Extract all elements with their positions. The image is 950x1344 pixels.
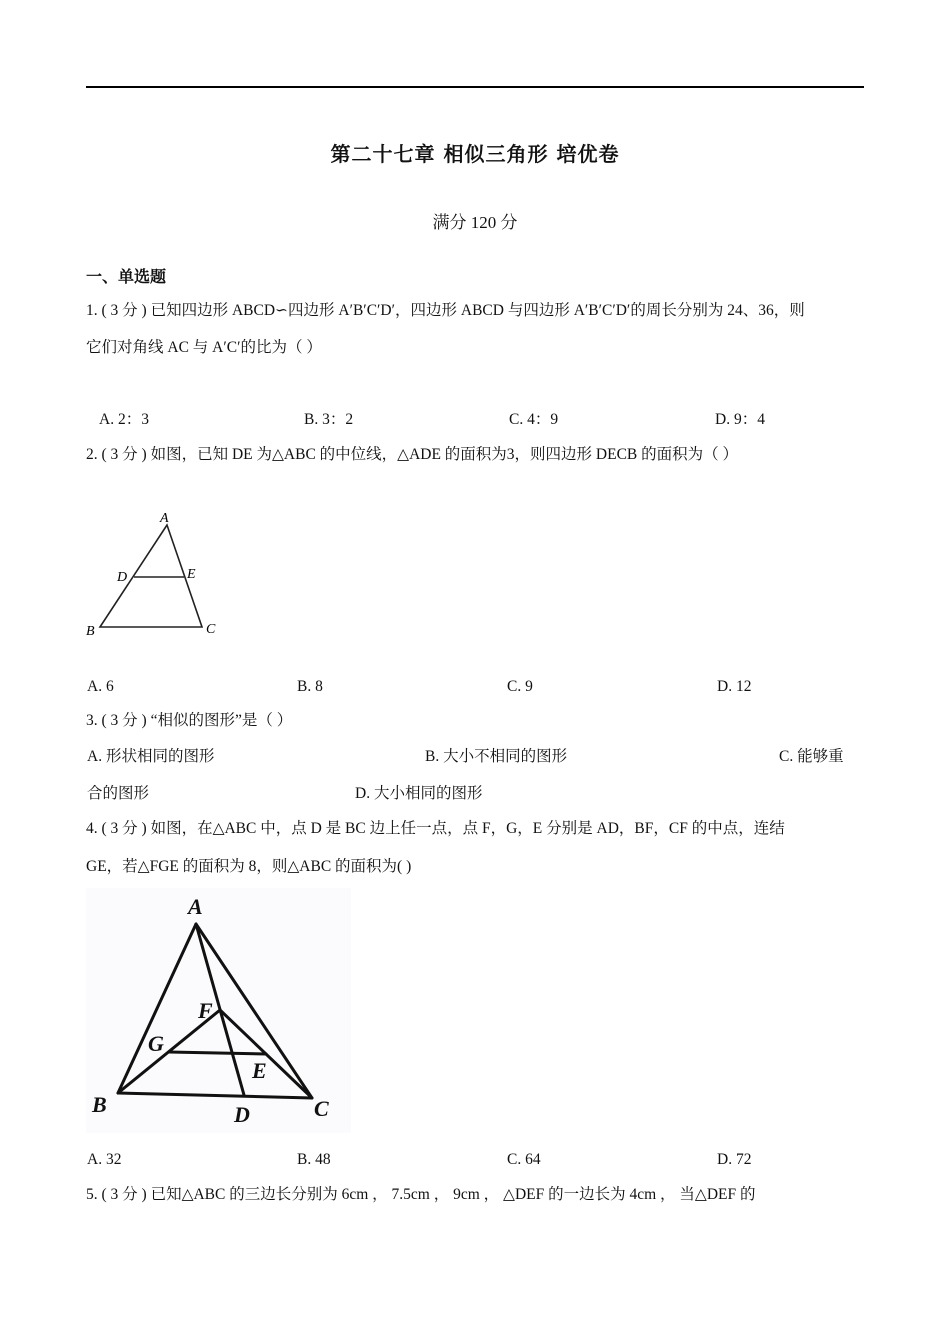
label-e: E [252, 1058, 267, 1083]
q4-option-b: B. 48 [297, 1151, 331, 1168]
q1-option-b: B. 3：2 [304, 411, 354, 428]
question-1-text-cont: 它们对角线 AC 与 A′C′的比为（ ） [86, 339, 322, 356]
label-g: G [148, 1031, 164, 1056]
q3-option-d: D. 大小相同的图形 [355, 785, 483, 802]
question-4-text: 4. ( 3 分 ) 如图，在△ABC 中，点 D 是 BC 边上任一点，点 F，G，E 分别是 AD，BF，CF 的中点，连结 [86, 820, 785, 837]
label-c: C [206, 622, 216, 637]
q4-option-c: C. 64 [507, 1151, 541, 1168]
q4-triangle-figure [86, 888, 351, 1133]
section-heading: 一、单选题 [86, 267, 167, 286]
q1-option-d: D. 9：4 [715, 411, 765, 428]
q3-option-b: B. 大小不相同的图形 [425, 748, 568, 765]
q2-option-b: B. 8 [297, 678, 323, 695]
label-d: D [117, 570, 128, 585]
total-score: 满分 120 分 [432, 213, 518, 232]
label-f: F [198, 998, 213, 1023]
question-1-text: 1. ( 3 分 ) 已知四边形 ABCD∽四边形 A′B′C′D′，四边形 ABCD 与四边形 A′B′C′D′的周长分别为 24、36，则 [86, 302, 805, 319]
label-d: D [234, 1102, 250, 1127]
question-5-text: 5. ( 3 分 ) 已知△ABC 的三边长分别为 6cm ， 7.5cm ， 9cm ， △DEF 的一边长为 4cm ， 当△DEF 的 [86, 1186, 756, 1203]
q2-option-c: C. 9 [507, 678, 533, 695]
question-4-text-cont: GE，若△FGE 的面积为 8，则△ABC 的面积为( ) [86, 858, 412, 875]
q1-option-c: C. 4：9 [509, 411, 559, 428]
header-rule [86, 86, 864, 88]
label-e: E [187, 567, 196, 582]
question-3-text: 3. ( 3 分 ) “相似的图形”是（ ） [86, 712, 293, 729]
label-b: B [86, 624, 95, 639]
q4-option-d: D. 72 [717, 1151, 752, 1168]
q4-option-a: A. 32 [87, 1151, 122, 1168]
q2-option-d: D. 12 [717, 678, 752, 695]
q3-option-a: A. 形状相同的图形 [87, 748, 215, 765]
label-b: B [92, 1092, 107, 1117]
q3-option-c-cont: 合的图形 [87, 785, 150, 802]
page-title: 第二十七章 相似三角形 培优卷 [330, 142, 620, 166]
q2-option-a: A. 6 [87, 678, 114, 695]
q2-triangle-figure [80, 505, 230, 645]
label-a: A [160, 511, 169, 526]
question-2-text: 2. ( 3 分 ) 如图，已知 DE 为△ABC 的中位线，△ADE 的面积为3，则四边形 DECB 的面积为（ ） [86, 446, 739, 463]
segment-ge [169, 1052, 266, 1054]
q3-option-c: C. 能够重 [779, 748, 844, 765]
q1-option-a: A. 2：3 [99, 411, 149, 428]
label-a: A [188, 894, 203, 919]
label-c: C [314, 1096, 329, 1121]
